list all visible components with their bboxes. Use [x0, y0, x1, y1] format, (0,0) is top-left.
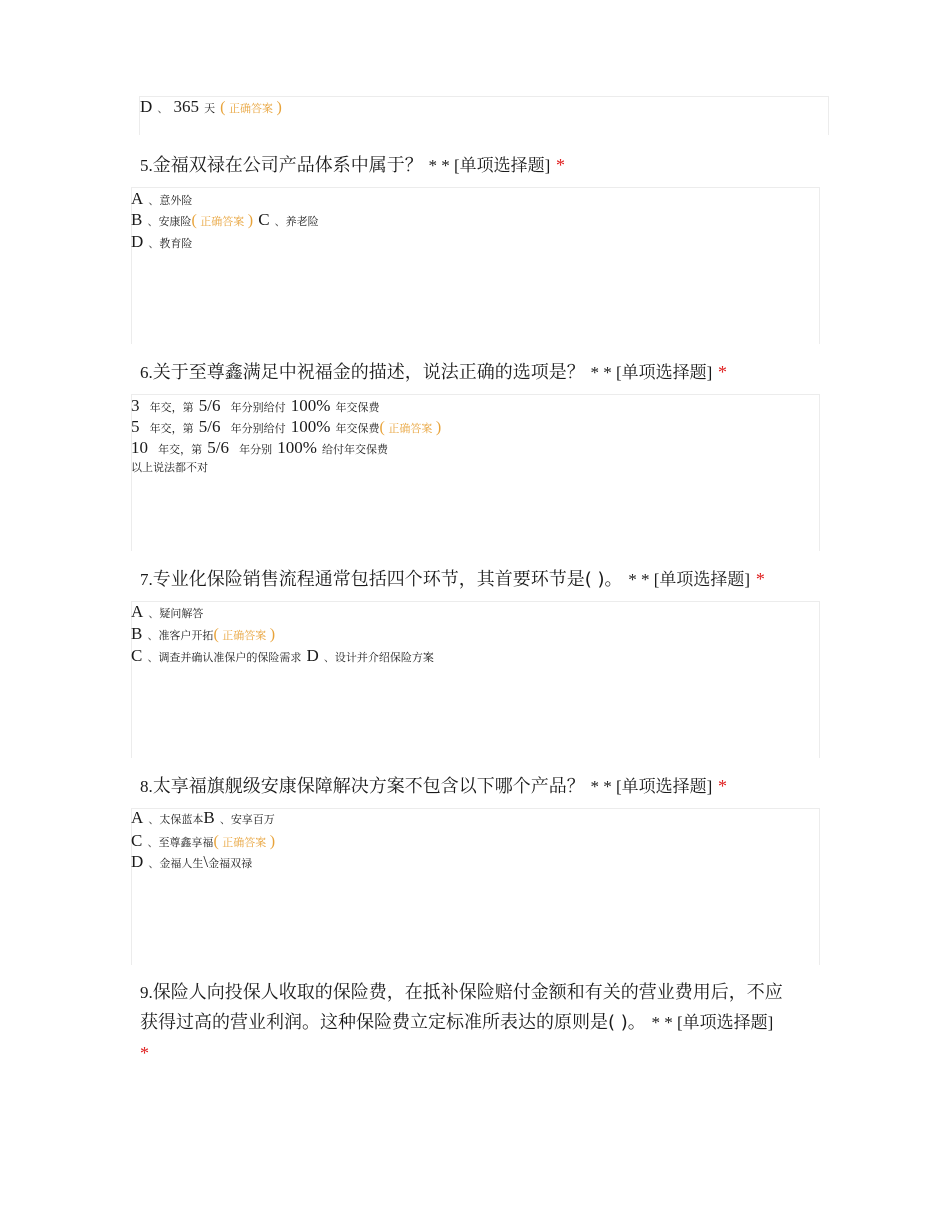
correct-answer-badge: ( 正确答案 ) — [213, 626, 276, 643]
correct-answer-badge: ( 正确答案 ) — [191, 212, 254, 229]
option-q6-1: 3 年交，第 5/6 年分别给付 100% 年交保费 — [131, 396, 380, 415]
required-marker: * — [718, 776, 728, 796]
option-q7-c-d: C 、调查并确认准保户的保险需求 D 、设计并介绍保险方案 — [131, 646, 434, 665]
option-q6-3: 10 年交，第 5/6 年分别 100% 给付年交保费 — [131, 438, 389, 457]
required-marker: * — [140, 1043, 149, 1063]
correct-answer-badge: ( 正确答案 ) — [220, 99, 282, 116]
option-q8-c: C 、至尊鑫享福( 正确答案 ) — [131, 831, 276, 850]
option-q5-b-c: B 、安康险( 正确答案 ) C 、养老险 — [131, 210, 319, 229]
option-q8-a-b: A 、太保蓝本B 、安享百万 — [131, 808, 275, 827]
option-q5-a: A 、意外险 — [131, 189, 193, 208]
option-q8-d: D 、金福人生\金福双禄 — [131, 852, 253, 871]
question-9-title: 9.保险人向投保人收取的保险费，在抵补保险赔付金额和有关的营业费用后，不应 获得过高的营业利润。这种保险费立定标准所表达的原则是( )。 * * [单项选择题] * — [140, 982, 783, 1063]
question-7-title: 7.专业化保险销售流程通常包括四个环节，其首要环节是( )。 * * [单项选择题] * — [140, 569, 765, 590]
option-q7-a: A 、疑问解答 — [131, 602, 204, 621]
question-5-title: 5.金福双禄在公司产品体系中属于？ * * [单项选择题] * — [140, 155, 566, 176]
question-6-title: 6.关于至尊鑫满足中祝福金的描述，说法正确的选项是？ * * [单项选择题] * — [140, 362, 728, 383]
option-q5-d: D 、教育险 — [131, 232, 193, 251]
option-q4-d: D 、 365 天 ( 正确答案 ) — [140, 97, 282, 116]
required-marker: * — [556, 155, 566, 175]
question-8-title: 8.太享福旗舰级安康保障解决方案不包含以下哪个产品？ * * [单项选择题] * — [140, 776, 728, 797]
option-q6-2: 5 年交，第 5/6 年分别给付 100% 年交保费( 正确答案 ) — [131, 417, 442, 436]
required-marker: * — [718, 362, 728, 382]
correct-answer-badge: ( 正确答案 ) — [379, 419, 442, 436]
option-q7-b: B 、准客户开拓( 正确答案 ) — [131, 624, 276, 643]
option-q6-4: 以上说法都不对 — [131, 461, 208, 474]
required-marker: * — [755, 569, 765, 589]
correct-answer-badge: ( 正确答案 ) — [213, 833, 276, 850]
